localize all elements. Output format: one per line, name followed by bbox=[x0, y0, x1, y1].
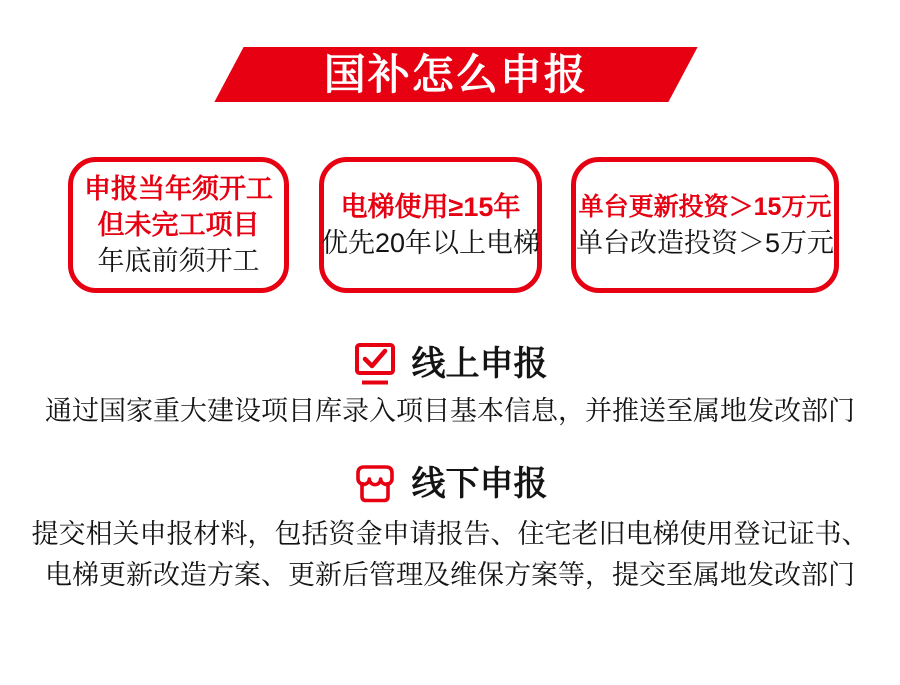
online-section-body bbox=[0, 394, 900, 428]
condition-card-elevator-age bbox=[319, 157, 542, 293]
body-line: 提交相关申报材料，包括资金申请报告、住宅老旧电梯使用登记证书、 bbox=[31, 519, 869, 549]
offline-section-body bbox=[0, 514, 900, 596]
body-line: 电梯更新改造方案、更新后管理及维保方案等，提交至属地发改部门 bbox=[45, 560, 855, 590]
online-section-title: 线上申报 bbox=[411, 345, 548, 383]
card-highlight-line: 单台更新投资＞15万元 bbox=[578, 192, 832, 221]
card-normal-line: 单台改造投资＞5万元 bbox=[575, 227, 835, 258]
storefront-icon bbox=[353, 461, 397, 507]
online-section-heading bbox=[0, 341, 900, 387]
card-normal-line: 年底前须开工 bbox=[97, 245, 260, 276]
offline-section-heading bbox=[0, 461, 900, 507]
banner bbox=[214, 47, 697, 102]
card-highlight-line: 申报当年须开工 bbox=[84, 173, 273, 204]
card-normal-line: 优先20年以上电梯 bbox=[320, 227, 541, 258]
banner-title: 国补怎么申报 bbox=[323, 50, 588, 98]
monitor-check-icon bbox=[353, 341, 397, 387]
card-highlight-line: 电梯使用≥15年 bbox=[340, 191, 521, 222]
condition-card-investment bbox=[571, 157, 839, 293]
body-line: 通过国家重大建设项目库录入项目基本信息，并推送至属地发改部门 bbox=[45, 396, 855, 426]
offline-section-title: 线下申报 bbox=[411, 465, 548, 503]
condition-card-start-requirement bbox=[68, 157, 289, 293]
card-highlight-line: 但未完工项目 bbox=[97, 209, 260, 240]
